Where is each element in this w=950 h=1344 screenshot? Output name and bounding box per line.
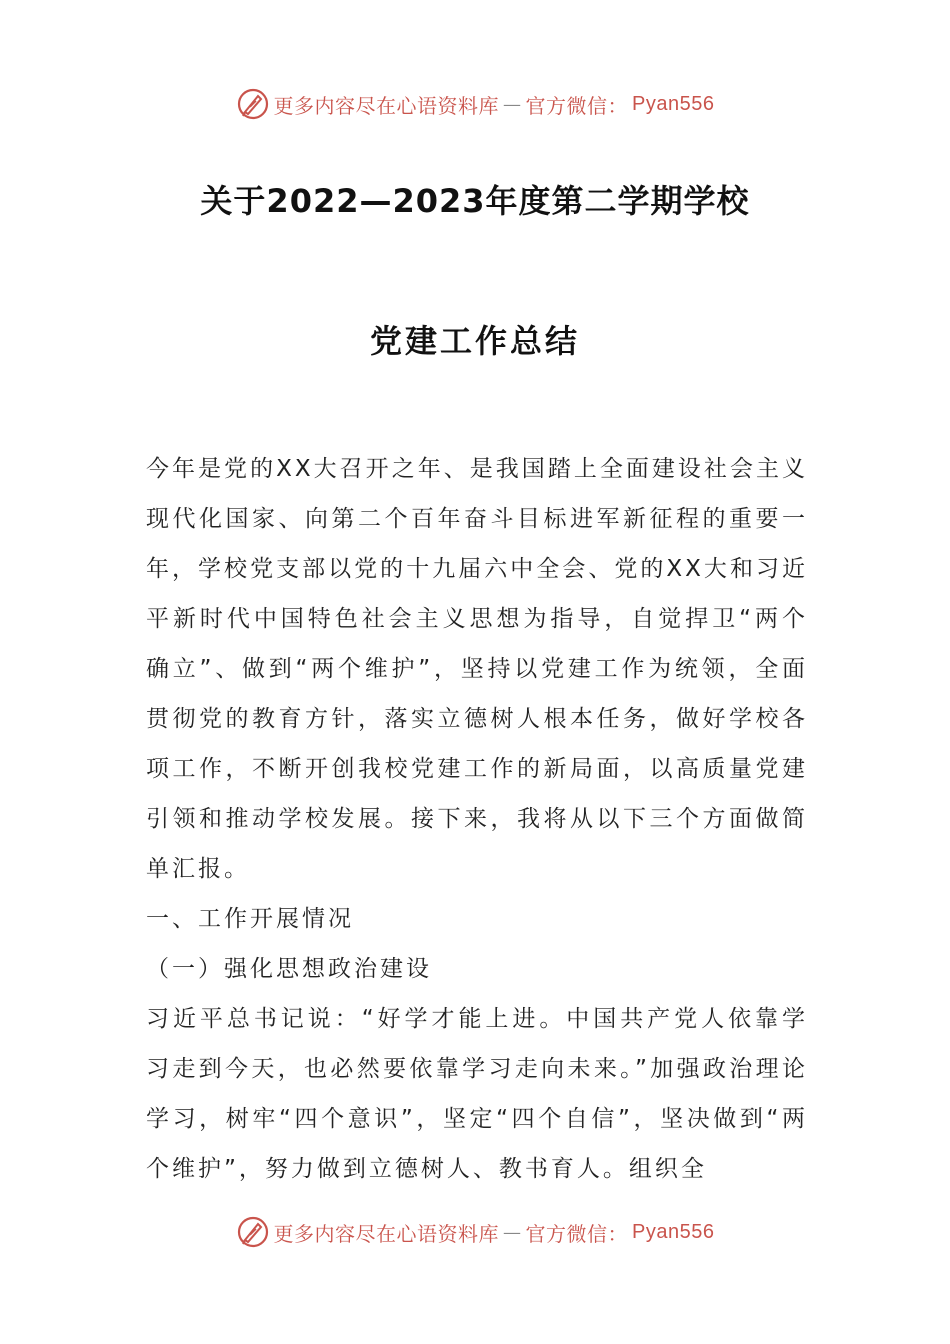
watermark-brand: 更多内容尽在心语资料库	[273, 1221, 500, 1246]
document-title-line-2: 党建工作总结	[369, 322, 580, 360]
watermark-label: 官方微信：	[525, 93, 629, 118]
quill-logo-icon	[236, 87, 270, 121]
watermark-separator: —	[503, 1221, 522, 1243]
watermark-footer	[0, 1212, 950, 1252]
section-heading: 一、工作开展情况	[146, 906, 354, 932]
watermark-id: Pyan556	[632, 1220, 715, 1243]
intro-paragraph: 今年是党的XX大召开之年、是我国踏上全面建设社会主义现代化国家、向第二个百年奋斗目标进军新征程的重要一年，学校党支部以党的十九届六中全会、党的XX大和习近平新时代中国特色社会主义思想为指导，自觉捍卫“两个确立”、做到“两个维护”，坚持以党建工作为统领，全面贯彻党的教育方针，落实立德树人根本任务，做好学校各项工作，不断开创我校党建工作的新局面，以高质量党建引领和推动学校发展。接下来，我将从以下三个方面做简单汇报。	[146, 456, 808, 882]
document-title-line-1: 关于2022—2023年度第二学期学校	[200, 182, 750, 220]
watermark-id: Pyan556	[632, 92, 715, 115]
subsection-heading: （一）强化思想政治建设	[146, 956, 432, 982]
body-paragraph: 习近平总书记说：“好学才能上进。中国共产党人依靠学习走到今天，也必然要依靠学习走向未来。”加强政治理论学习，树牢“四个意识”，坚定“四个自信”，坚决做到“两个维护”，努力做到立德树人、教书育人。组织全	[146, 1006, 808, 1182]
document-body	[146, 444, 808, 1194]
quill-logo-icon	[236, 1215, 270, 1249]
watermark-header	[0, 84, 950, 124]
watermark-brand: 更多内容尽在心语资料库	[273, 93, 500, 118]
watermark-separator: —	[503, 93, 522, 115]
watermark-label: 官方微信：	[525, 1221, 629, 1246]
